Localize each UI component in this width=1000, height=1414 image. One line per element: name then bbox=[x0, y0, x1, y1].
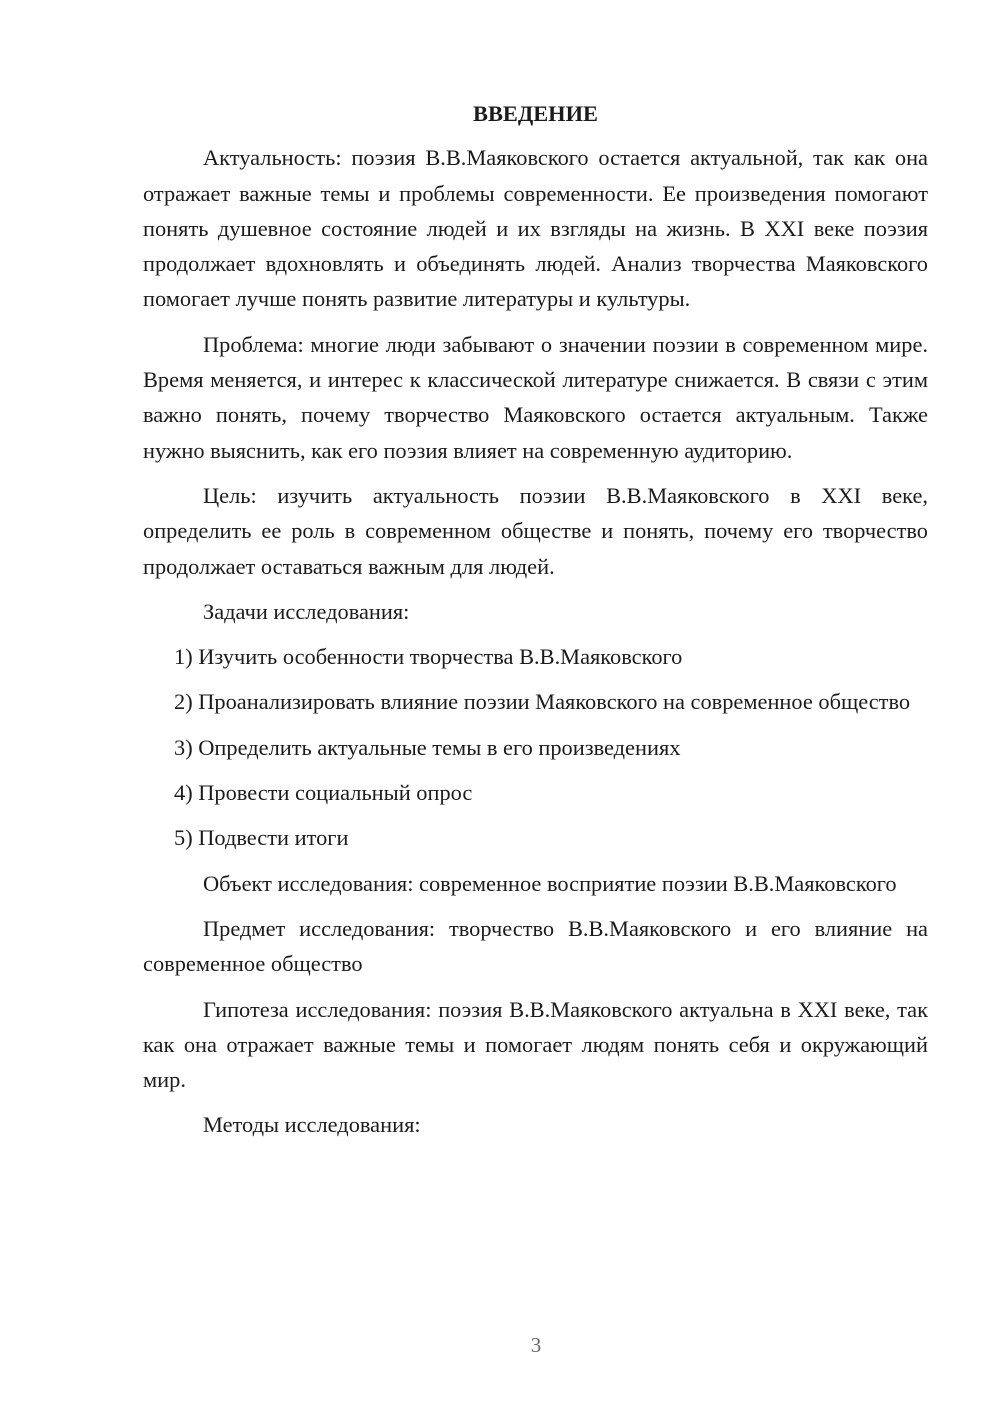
paragraph-hypothesis: Гипотеза исследования: поэзия В.В.Маяковского актуальна в XXI веке, так как она отражает важные темы и помогает людям понять себя и окружающий мир. bbox=[143, 996, 928, 1093]
paragraph-object: Объект исследования: современное восприятие поэзии В.В.Маяковского bbox=[203, 870, 897, 896]
paragraph-methods-heading: Методы исследования: bbox=[203, 1112, 421, 1138]
task-item-4: 4) Провести социальный опрос bbox=[174, 780, 473, 806]
task-item-3: 3) Определить актуальные темы в его произведениях bbox=[174, 734, 681, 760]
paragraph-problem: Проблема: многие люди забывают о значении поэзии в современном мире. Время меняется, и интерес к классической литературе снижается. В связи с этим важно понять, почему творчество Маяковского остается актуальным. Также нужно выяснить, как его поэзия влияет на современную аудиторию. bbox=[143, 331, 928, 463]
page-content bbox=[143, 96, 928, 1153]
page-title: ВВЕДЕНИЕ bbox=[473, 101, 598, 126]
paragraph-tasks-heading: Задачи исследования: bbox=[203, 598, 410, 624]
task-item-5: 5) Подвести итоги bbox=[174, 825, 349, 851]
paragraph-relevance: Актуальность: поэзия В.В.Маяковского остается актуальной, так как она отражает важные темы и проблемы современности. Ее произведения помогают понять душевное состояние людей и их взгляды на жизнь. В XXI веке поэзия продолжает вдохновлять и объединять людей. Анализ творчества Маяковского помогает лучше понять развитие литературы и культуры. bbox=[143, 145, 928, 312]
task-item-2: 2) Проанализировать влияние поэзии Маяковского на современное общество bbox=[174, 689, 911, 715]
page-number: 3 bbox=[530, 1333, 542, 1357]
task-item-1: 1) Изучить особенности творчества В.В.Маяковского bbox=[174, 644, 683, 670]
paragraph-goal: Цель: изучить актуальность поэзии В.В.Маяковского в XXI веке, определить ее роль в современном обществе и понять, почему его творчество продолжает оставаться важным для людей. bbox=[143, 482, 928, 579]
paragraph-subject: Предмет исследования: творчество В.В.Маяковского и его влияние на современное общество bbox=[143, 915, 928, 977]
